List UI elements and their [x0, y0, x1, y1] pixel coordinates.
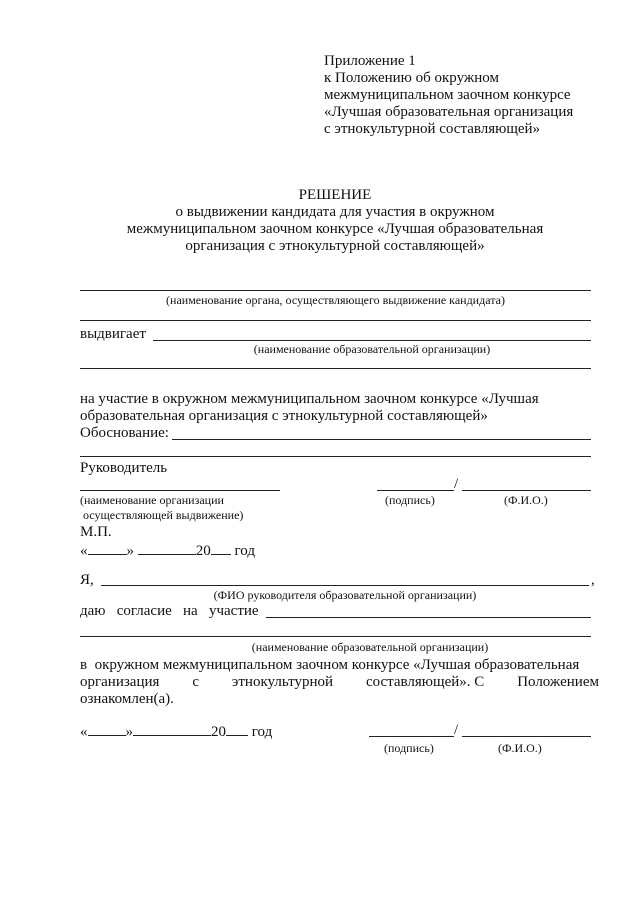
consent-text-line-1: в окружном межмуниципальном заочном конкурсе «Лучшая образовательная [80, 657, 580, 673]
stamp-label: М.П. [80, 524, 112, 540]
participation-text-line-2: образовательная организация с этнокультурной составляющей» [80, 408, 488, 424]
head-fio-caption: (ФИО руководителя образовательной организации) [213, 588, 477, 602]
consent-signature-slash: / [454, 722, 459, 738]
consent-date-year-suffix: год [251, 724, 273, 740]
signature-fill-line[interactable] [377, 490, 454, 491]
appendix-line-3: межмуниципальном заочном конкурсе [324, 87, 571, 103]
consent-word-component: составляющей». С [365, 674, 485, 690]
consent-word-with: с [192, 674, 199, 690]
consent-signature-caption: (подпись) [384, 741, 434, 755]
appendix-line-4: «Лучшая образовательная организация [324, 104, 574, 120]
date-year-suffix: год [234, 543, 255, 559]
org-name-fill-line[interactable] [80, 490, 280, 491]
consent-date-day-field[interactable] [88, 722, 126, 736]
nominates-label: выдвигает [80, 326, 146, 342]
date-year-prefix: 20 [195, 543, 211, 559]
appendix-line-1: Приложение 1 [324, 53, 416, 69]
nominated-org-fill-line[interactable] [153, 340, 591, 341]
nominator-extra-fill-line[interactable] [80, 320, 591, 321]
consent-org-fill-line[interactable] [266, 617, 591, 618]
head-label: Руководитель [80, 460, 168, 476]
nomination-date [80, 541, 255, 560]
consent-fio-fill-line[interactable] [462, 736, 591, 737]
date-year-field[interactable] [211, 541, 231, 555]
justification-extra-fill-line[interactable] [80, 456, 591, 457]
heading-line-1: о выдвижении кандидата для участия в окружном [175, 204, 495, 220]
signature-caption: (подпись) [385, 493, 435, 507]
nominator-fill-line[interactable] [80, 290, 591, 291]
fio-caption: (Ф.И.О.) [504, 493, 548, 507]
fio-fill-line[interactable] [462, 490, 591, 491]
nominated-org-extra-fill-line[interactable] [80, 368, 591, 369]
justification-fill-line[interactable] [172, 439, 591, 440]
consent-text-line-3: ознакомлен(а). [80, 691, 174, 707]
consent-agree-label: даю согласие на участие [80, 603, 259, 619]
consent-org-extra-fill-line[interactable] [80, 636, 591, 637]
nominator-caption: (наименование органа, осуществляющего выдвижение кандидата) [166, 293, 505, 307]
head-fio-fill-line[interactable] [101, 585, 589, 586]
justification-label: Обоснование: [80, 425, 169, 441]
consent-text-line-2 [80, 674, 599, 691]
org-name-caption-line-2: осуществляющей выдвижение) [80, 508, 244, 522]
consent-date-open-quote: « [80, 724, 88, 740]
consent-date-year-field[interactable] [226, 722, 248, 736]
consent-fio-caption: (Ф.И.О.) [498, 741, 542, 755]
consent-word-regulation: Положением [517, 674, 599, 690]
date-open-quote: « [80, 543, 88, 559]
heading-line-3: организация с этнокультурной составляющей» [185, 238, 485, 254]
date-month-field[interactable] [138, 541, 196, 555]
document-title: РЕШЕНИЕ [298, 187, 372, 203]
appendix-line-5: с этнокультурной составляющей» [324, 121, 541, 137]
appendix-line-2: к Положению об окружном [324, 70, 499, 86]
org-name-caption-line-1: (наименование организации [80, 493, 224, 507]
consent-date-close-quote: » [125, 724, 133, 740]
consent-date [80, 722, 272, 741]
consent-i-label: Я, [80, 572, 94, 588]
date-close-quote: » [126, 543, 134, 559]
consent-word-organization: организация [80, 674, 160, 690]
consent-word-ethnocultural: этнокультурной [231, 674, 334, 690]
signature-slash: / [454, 476, 459, 492]
consent-signature-fill-line[interactable] [369, 736, 454, 737]
consent-comma: , [591, 572, 595, 588]
nominated-org-caption: (наименование образовательной организации) [253, 342, 491, 356]
date-day-field[interactable] [88, 541, 127, 555]
participation-text-line-1: на участие в окружном межмуниципальном заочном конкурсе «Лучшая [80, 391, 539, 407]
consent-date-year-prefix: 20 [211, 724, 226, 740]
consent-date-month-field[interactable] [133, 722, 211, 736]
heading-line-2: межмуниципальном заочном конкурсе «Лучшая образовательная [126, 221, 544, 237]
consent-org-caption: (наименование образовательной организации) [251, 640, 489, 654]
